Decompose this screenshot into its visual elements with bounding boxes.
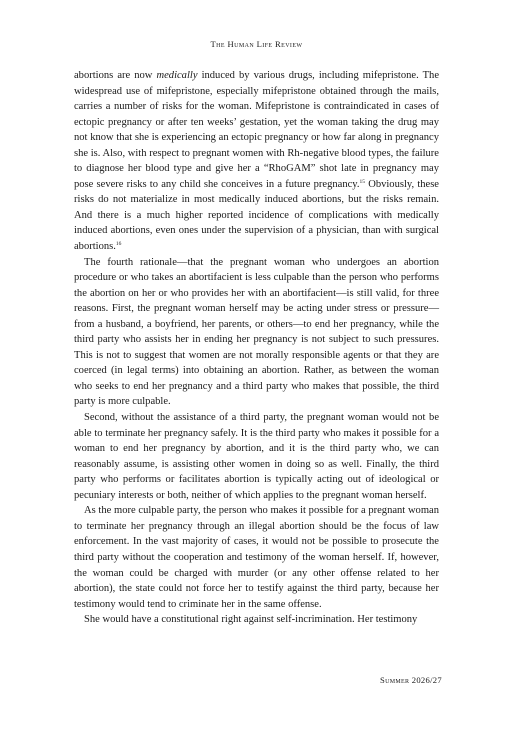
body-text — [74, 68, 439, 628]
paragraph-culpable-party: As the more culpable party, the person who makes it possible for a pregnant woman to terminate her pregnancy through an illegal abortion should be the focus of law enforcement. In the vast majority of cases, it would not be possible to prosecute the third party without the cooperation and testimony of the woman herself. If, however, the woman could be charged with murder (or any other offense related to her abortion), the state could not force her to testify against the third party, because her testimony would tend to criminate her in the same offense. — [74, 505, 439, 610]
paragraph-fourth-rationale: The fourth rationale—that the pregnant woman who undergoes an abortion procedure or who takes an abortifacient is less culpable than the person who performs the abortion on her or who provides her with an abortifacient—is still valid, for three reasons. First, the pregnant woman herself may be acting under stress or pressure—from a husband, a boyfriend, her parents, or others—to end her pregnancy, while the third party who assists her in ending her pregnancy is not subject to such pressures. This is not to suggest that women are not morally responsible agents or that they are coerced (in legal terms) into obtaining an abortion. Rather, as between the woman who seeks to end her pregnancy and a third party who makes that possible, the third party is more culpable. — [74, 256, 439, 408]
footnote-marker: 15 — [359, 178, 366, 185]
paragraph-self-incrimination: She would have a constitutional right against self-incrimination. Her testimony — [84, 614, 418, 626]
running-head: The Human Life Review — [210, 39, 303, 49]
footnote-marker: 16 — [115, 241, 122, 248]
paragraph-medical-abortion-risks: abortions are now medically induced by various drugs, including mifepristone. The widespread use of mifepristone, especially mifepristone obtained through the mails, carries a number of risks for the woman. Mifepristone is contraindicated in cases of ectopic pregnancy or after ten weeks’ gestation, yet the woman taking the drug may not know that she is experiencing an ectopic pregnancy or how far along in pregnancy she is. Also, with respect to pregnant women with Rh-negative blood types, the failure to diagnose her blood type and give her a “RhoGAM” shot late in pregnancy may pose severe risks to any child she conceives in a future pregnancy.$^{15}$ Obviously, these risks do not materialize in most medically induced abortions, but the risks remain. And there is a much higher reported incidence of complications with medically induced abortions, even ones under the supervision of a physician, than with surgical abortions.$^{16}$ — [74, 70, 439, 253]
paragraph-second-reason: Second, without the assistance of a third party, the pregnant woman would not be able to terminate her pregnancy safely. It is the third party who makes it possible for a woman to end her pregnancy by abortion, and it is the third party who, we can reasonably assume, is assisting other women in doing so as well. Finally, the third party who performs or facilitates abortion is typically acting out of ideological or pecuniary interests or both, neither of which applies to the pregnant woman herself. — [74, 412, 439, 501]
page-folio: Summer 2026/27 — [380, 675, 442, 685]
